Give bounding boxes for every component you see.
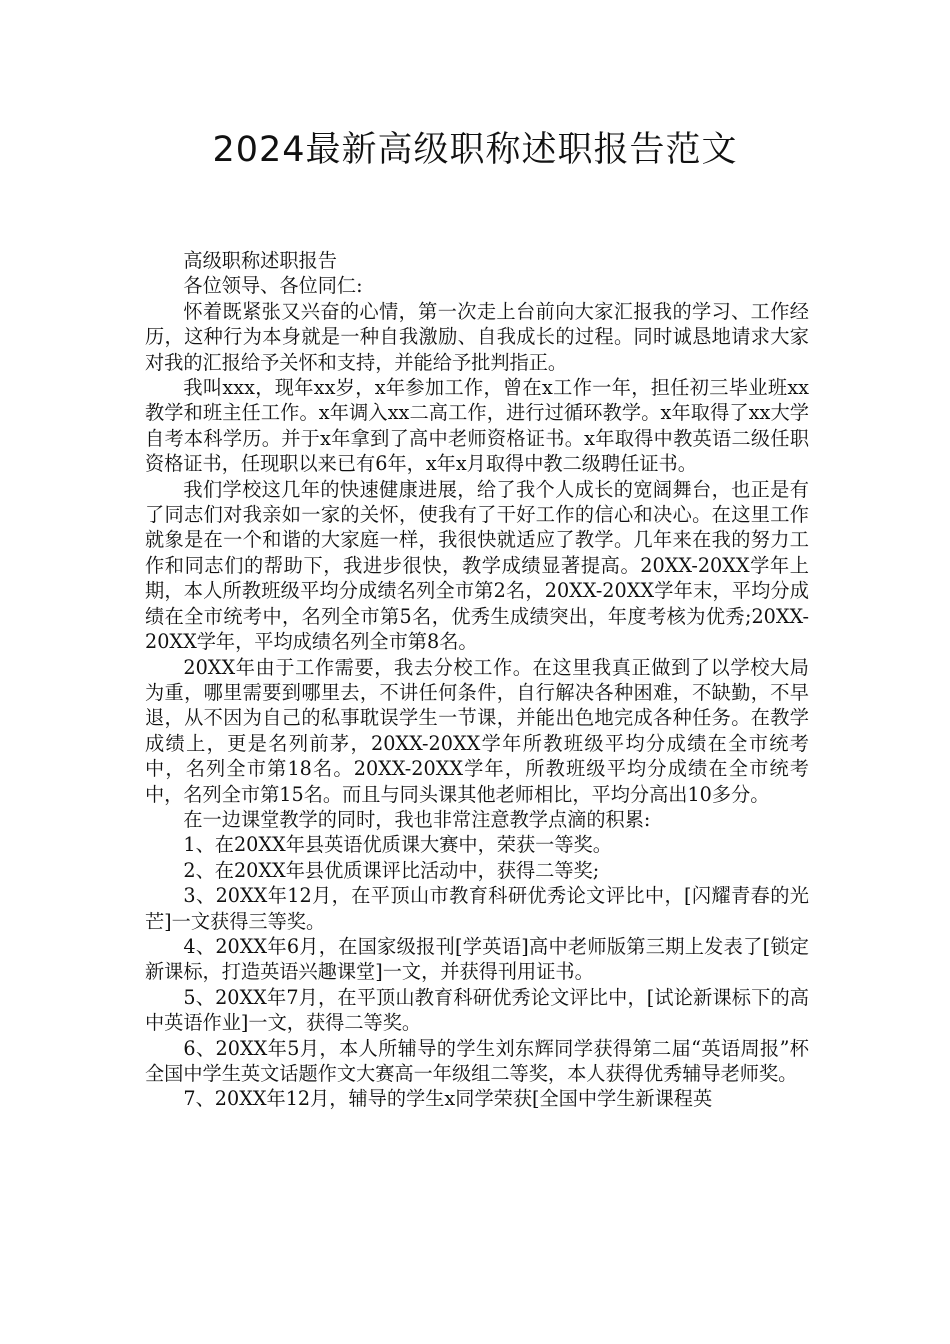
paragraph-background: 我叫xxx，现年xx岁，x年参加工作，曾在x工作一年，担任初三毕业班xx教学和班主任工作。x年调入xx二高工作，进行过循环教学。x年取得了xx大学自考本科学历。并于x年拿到了高中老师资格证书。x年取得中教英语二级任职资格证书，任现职以来已有6年，x年x月取得中教二级聘任证书。 [145, 376, 809, 476]
achievement-item: 6、20XX年5月，本人所辅导的学生刘东辉同学获得第二届“英语周报”杯全国中学生英文话题作文大赛高一年级组二等奖，本人获得优秀辅导老师奖。 [145, 1036, 809, 1085]
paragraph-growth: 我们学校这几年的快速健康进展，给了我个人成长的宽阔舞台，也正是有了同志们对我亲如一家的关怀，使我有了干好工作的信心和决心。在这里工作就象是在一个和谐的大家庭一样，我很快就适应了教学。几年来在我的努力工作和同志们的帮助下，我进步很快，教学成绩显著提高。20XX-20XX学年上期，本人所教班级平均分成绩名列全市第2名，20XX-20XX学年末，平均分成绩在全市统考中，名列全市第5名，优秀生成绩突出，年度考核为优秀;20XX-20XX学年，平均成绩名列全市第8名。 [145, 477, 809, 654]
paragraph-intro: 怀着既紧张又兴奋的心情，第一次走上台前向大家汇报我的学习、工作经历，这种行为本身就是一种自我激励、自我成长的过程。同时诚恳地请求大家对我的汇报给予关怀和支持，并能给予批判指正。 [145, 299, 809, 374]
achievement-item: 2、在20XX年县优质课评比活动中，获得二等奖; [183, 858, 600, 882]
achievement-item: 3、20XX年12月，在平顶山市教育科研优秀论文评比中，[闪耀青春的光芒]一文获得三等奖。 [145, 884, 809, 933]
achievement-item: 5、20XX年7月，在平顶山教育科研优秀论文评比中，[试论新课标下的高中英语作业]一文，获得二等奖。 [145, 985, 809, 1035]
paragraph-achievements-intro: 在一边课堂教学的同时，我也非常注意教学点滴的积累: [183, 807, 651, 831]
paragraph-branch-school: 20XX年由于工作需要，我去分校工作。在这里我真正做到了以学校大局为重，哪里需要到哪里去，不讲任何条件，自行解决各种困难，不缺勤，不早退，从不因为自己的私事耽误学生一节课，并能出色地完成各种任务。在教学成绩上，更是名列前茅，20XX-20XX学年所教班级平均分成绩在全市统考中，名列全市第18名。20XX-20XX学年，所教班级平均分成绩在全市统考中，名列全市第15名。而且与同头课其他老师相比，平均分高出10多分。 [145, 655, 809, 806]
achievement-item: 4、20XX年6月，在国家级报刊[学英语]高中老师版第三期上发表了[锁定新课标，打造英语兴趣课堂]一文，并获得刊用证书。 [145, 934, 809, 984]
achievement-item: 1、在20XX年县英语优质课大赛中，荣获一等奖。 [183, 833, 612, 857]
document-body [145, 248, 809, 1112]
report-heading: 高级职称述职报告 [183, 249, 337, 272]
document-title: 2024最新高级职称述职报告范文 [212, 130, 738, 170]
achievement-item: 7、20XX年12月，辅导的学生x同学荣获[全国中学生新课程英 [183, 1087, 713, 1111]
salutation: 各位领导、各位同仁: [183, 274, 363, 298]
